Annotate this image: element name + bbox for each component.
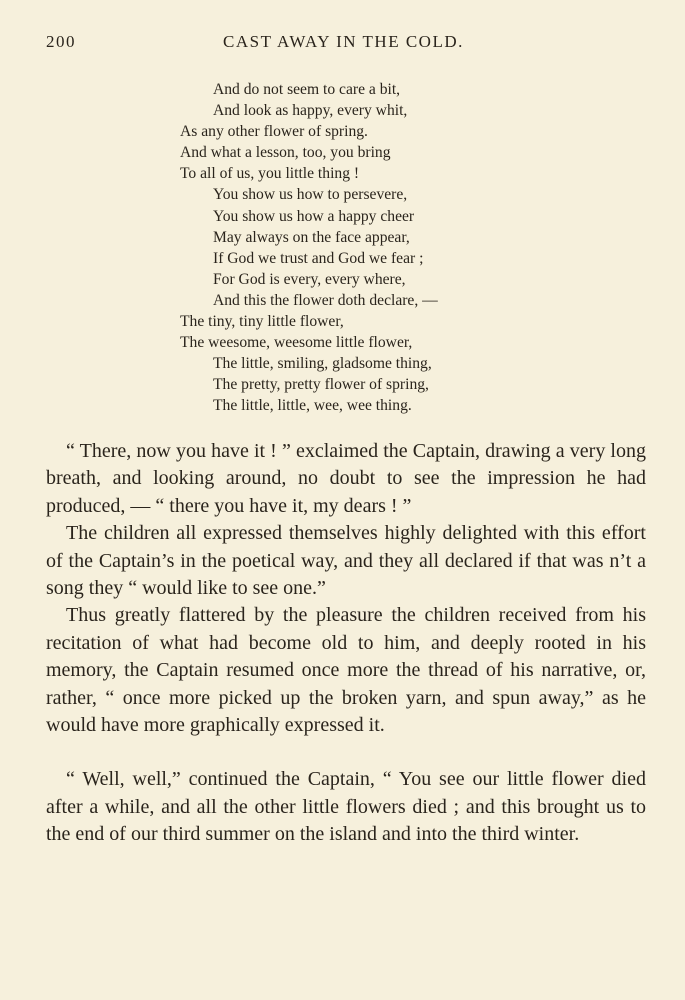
poem-line: May always on the face appear, (213, 228, 410, 246)
poem-line: You show us how to persevere, (213, 186, 408, 204)
poem-line: For God is every, every where, (213, 270, 406, 288)
poem-line: The little, little, wee, wee thing. (213, 397, 412, 415)
poem-line: The little, smiling, gladsome thing, (213, 355, 432, 373)
prose-body (46, 438, 646, 849)
paragraph: “ There, now you have it ! ” exclaimed the Captain, drawing a very long breath, and looking around, no doubt to see the impression he had produced, — “ there you have it, my dears ! ” (46, 440, 646, 517)
poem-line: As any other flower of spring. (180, 123, 368, 141)
poem-line: To all of us, you little thing ! (180, 165, 360, 183)
poem-line: You show us how a happy cheer (213, 207, 415, 225)
poem-line: The weesome, weesome little flower, (180, 334, 413, 352)
paragraph: The children all expressed themselves highly delighted with this effort of the Captain’s in the poetical way, and they all declared if that was n’t a song they “ would like to see one.” (46, 522, 646, 600)
page-number: 200 (46, 32, 76, 51)
poem-line: The tiny, tiny little flower, (180, 313, 344, 331)
paragraph: “ Well, well,” continued the Captain, “ You see our little flower died after a while, and all the other little flowers died ; and this brought us to the end of our third summer on the island and into the third winter. (46, 768, 646, 846)
running-title: CAST AWAY IN THE COLD. (223, 32, 464, 51)
poem-line: The pretty, pretty flower of spring, (213, 376, 429, 394)
running-head (46, 32, 646, 58)
poem-line: And do not seem to care a bit, (213, 81, 401, 98)
poem-line: If God we trust and God we fear ; (213, 249, 424, 267)
poem-line: And this the flower doth declare, — (213, 291, 438, 309)
poem-line: And what a lesson, too, you bring (180, 144, 391, 162)
poem-line: And look as happy, every whit, (213, 102, 408, 120)
paragraph: Thus greatly flattered by the pleasure the children received from his recitation of what had become old to him, and deeply rooted in his memory, the Captain resumed once more the thread of his narrative, or, rather, “ once more picked up the broken yarn, and spun away,” as he would have more graphically expressed it. (46, 604, 646, 737)
poem (0, 79, 685, 417)
